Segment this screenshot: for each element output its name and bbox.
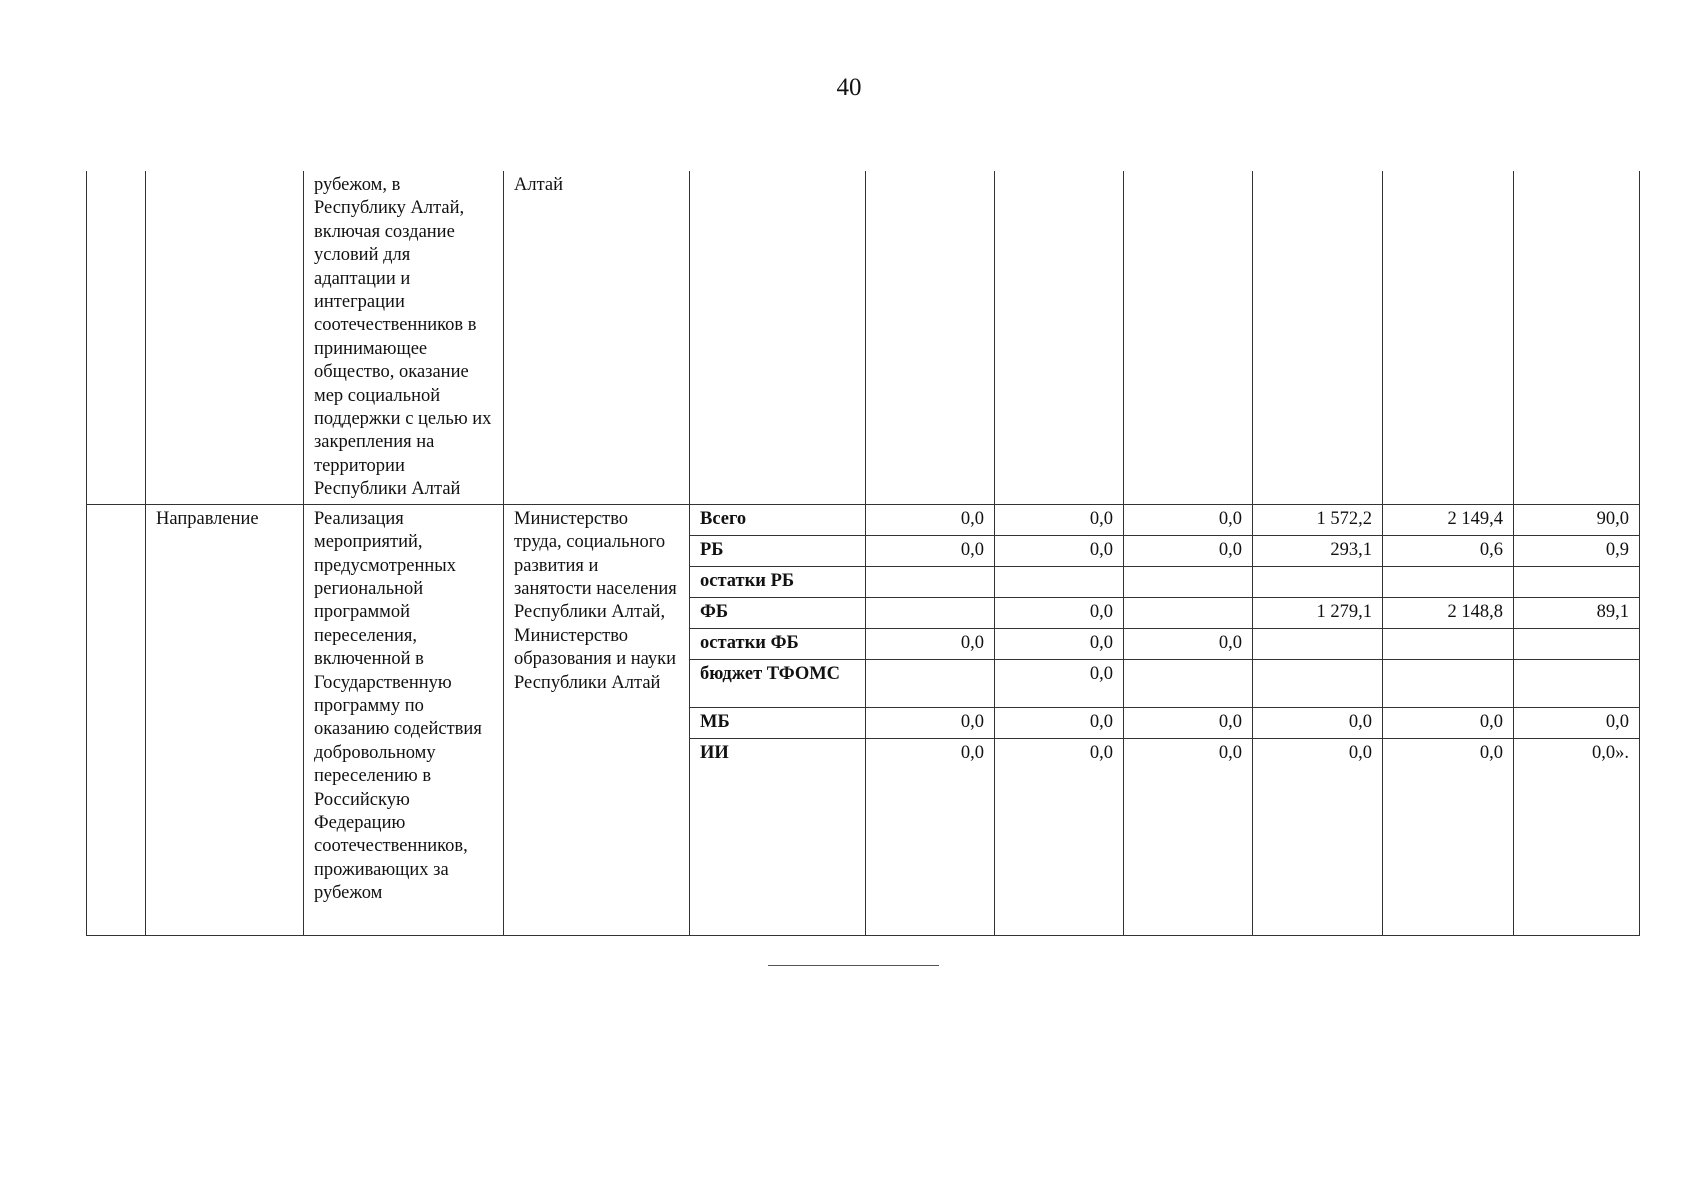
value-cell: 0,0».	[1514, 738, 1640, 935]
value-cell: 0,0	[1124, 628, 1253, 659]
value-cell: 0,0	[1514, 707, 1640, 738]
value-cell: 0,0	[866, 535, 995, 566]
funding-row	[87, 504, 1640, 535]
value-cell: 0,0	[1253, 707, 1383, 738]
value-cell	[1514, 628, 1640, 659]
value-cell: 0,0	[995, 597, 1124, 628]
value-cell	[1124, 566, 1253, 597]
value-cell: 90,0	[1514, 504, 1640, 535]
direction-name: Реализация мероприятий, предусмотренных региональной программой переселения, включенной в Государственную программу по оказанию содействия добровольному переселению в Российскую Федерацию соотечественников, проживающих за рубежом	[304, 504, 504, 935]
value-cell: 89,1	[1514, 597, 1640, 628]
value-cell: 0,0	[995, 504, 1124, 535]
value-cell	[1514, 566, 1640, 597]
value-cell	[1383, 566, 1514, 597]
value-cell: 0,0	[1124, 504, 1253, 535]
value-cell: 0,0	[1253, 738, 1383, 935]
funding-source: ФБ	[690, 597, 866, 628]
value-cell: 2 149,4	[1383, 504, 1514, 535]
funding-source: МБ	[690, 707, 866, 738]
direction-label: Направление	[146, 504, 304, 935]
value-cell	[995, 566, 1124, 597]
value-cell: 0,0	[995, 659, 1124, 707]
funding-source: ИИ	[690, 738, 866, 935]
value-cell: 0,0	[995, 707, 1124, 738]
index-cell	[87, 171, 146, 504]
value-cell	[1514, 659, 1640, 707]
value-cell: 0,0	[1124, 738, 1253, 935]
value-cell	[1253, 566, 1383, 597]
value-cell	[1253, 628, 1383, 659]
footnote-divider	[768, 965, 939, 966]
value-cell: 2 148,8	[1383, 597, 1514, 628]
value-cell	[1124, 597, 1253, 628]
value-cell: 0,0	[866, 504, 995, 535]
funding-source: РБ	[690, 535, 866, 566]
value-cell: 0,0	[995, 535, 1124, 566]
value-cell	[866, 566, 995, 597]
value-cell: 0,0	[1383, 707, 1514, 738]
value-cell	[1383, 628, 1514, 659]
value-cell	[866, 597, 995, 628]
funding-source: остатки РБ	[690, 566, 866, 597]
value-cell: 293,1	[1253, 535, 1383, 566]
value-cell: 0,0	[866, 707, 995, 738]
executor-text: Алтай	[504, 171, 690, 504]
page-number: 40	[836, 74, 862, 101]
value-cell	[866, 659, 995, 707]
task-text: рубежом, в Республику Алтай, включая создание условий для адаптации и интеграции соотечественников в принимающее общество, оказание мер социальной поддержки с целью их закрепления на территории Республики Алтай	[304, 171, 504, 504]
funding-source: Всего	[690, 504, 866, 535]
value-cell: 0,0	[1383, 738, 1514, 935]
value-cell: 0,0	[866, 738, 995, 935]
value-cell: 1 572,2	[1253, 504, 1383, 535]
continuation-row	[87, 171, 1640, 504]
value-cell: 1 279,1	[1253, 597, 1383, 628]
value-cell: 0,0	[995, 738, 1124, 935]
value-cell: 0,0	[866, 628, 995, 659]
value-cell	[1124, 659, 1253, 707]
type-cell	[146, 171, 304, 504]
value-cell: 0,6	[1383, 535, 1514, 566]
funding-table	[86, 171, 1640, 936]
value-cell: 0,0	[995, 628, 1124, 659]
funding-source: остатки ФБ	[690, 628, 866, 659]
value-cell: 0,0	[1124, 707, 1253, 738]
value-cell	[1253, 659, 1383, 707]
direction-executor: Министерство труда, социального развития и занятости населения Республики Алтай, Министерство образования и науки Республики Алтай	[504, 504, 690, 935]
value-cell: 0,0	[1124, 535, 1253, 566]
index-cell	[87, 504, 146, 935]
value-cell	[1383, 659, 1514, 707]
value-cell: 0,9	[1514, 535, 1640, 566]
funding-source: бюджет ТФОМС	[690, 659, 866, 707]
